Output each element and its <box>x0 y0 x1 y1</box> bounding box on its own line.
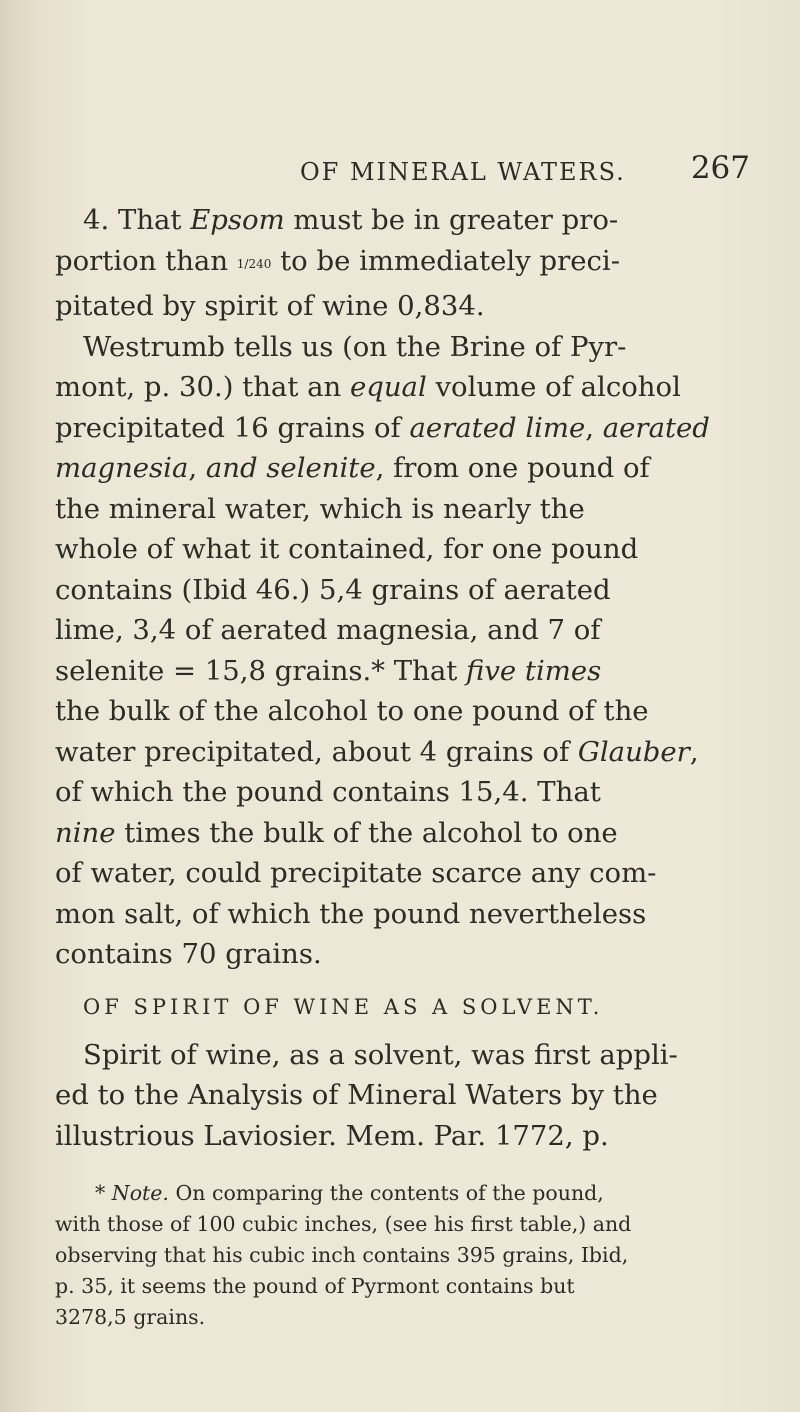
footnote-line: p. 35, it seems the pound of Pyrmont contains but <box>55 1274 575 1298</box>
text-line: Westrumb tells us (on the Brine of Pyr- <box>83 330 627 363</box>
text-line: contains 70 grains. <box>55 938 322 970</box>
text-line: magnesia, and selenite, from one pound of <box>55 452 650 484</box>
text-line: water precipitated, about 4 grains of Glauber, <box>55 735 699 768</box>
footnote-line: observing that his cubic inch contains 395 grains, Ibid, <box>55 1243 629 1267</box>
page-header <box>300 150 750 190</box>
footnote <box>55 1178 655 1333</box>
text-line: precipitated 16 grains of aerated lime, aerated <box>55 411 710 444</box>
body-text <box>55 200 710 1333</box>
text-line: mont, p. 30.) that an equal volume of alcohol <box>55 371 681 403</box>
page-number: 267 <box>690 150 750 186</box>
text-line: illustrious Laviosier. Mem. Par. 1772, p. <box>55 1119 609 1152</box>
text-line: of water, could precipitate scarce any com- <box>55 857 657 889</box>
text-line: portion than 1/240 to be immediately preci- <box>55 244 621 277</box>
text-line: pitated by spirit of wine 0,834. <box>55 290 485 322</box>
paragraph-epsom-westrumb <box>55 200 710 975</box>
fraction: 1/240 <box>236 256 272 271</box>
footnote-line: * Note. On comparing the contents of the pound, <box>95 1181 604 1205</box>
text-line: of which the pound contains 15,4. That <box>55 776 601 808</box>
text-line: selenite = 15,8 grains.* That five times <box>55 654 602 687</box>
running-head: OF MINERAL WATERS. <box>300 158 626 186</box>
text-line: contains (Ibid 46.) 5,4 grains of aerated <box>55 573 611 606</box>
text-line: lime, 3,4 of aerated magnesia, and 7 of <box>55 614 601 646</box>
footnote-line: 3278,5 grains. <box>55 1305 206 1329</box>
text-line: Spirit of wine, as a solvent, was first appli- <box>83 1038 678 1071</box>
footnote-line: with those of 100 cubic inches, (see his first table,) and <box>55 1212 632 1236</box>
text-line: whole of what it contained, for one pound <box>55 533 639 565</box>
text-line: the mineral water, which is nearly the <box>55 492 585 525</box>
text-line: nine times the bulk of the alcohol to one <box>55 816 618 849</box>
text-line: mon salt, of which the pound nevertheless <box>55 897 647 930</box>
paragraph-spirit-of-wine <box>55 1035 678 1157</box>
text-line: 4. That Epsom must be in greater pro- <box>83 204 619 236</box>
text-line: ed to the Analysis of Mineral Waters by the <box>55 1079 658 1111</box>
section-heading: OF SPIRIT OF WINE AS A SOLVENT. <box>83 994 604 1019</box>
text-line: the bulk of the alcohol to one pound of the <box>55 695 649 727</box>
